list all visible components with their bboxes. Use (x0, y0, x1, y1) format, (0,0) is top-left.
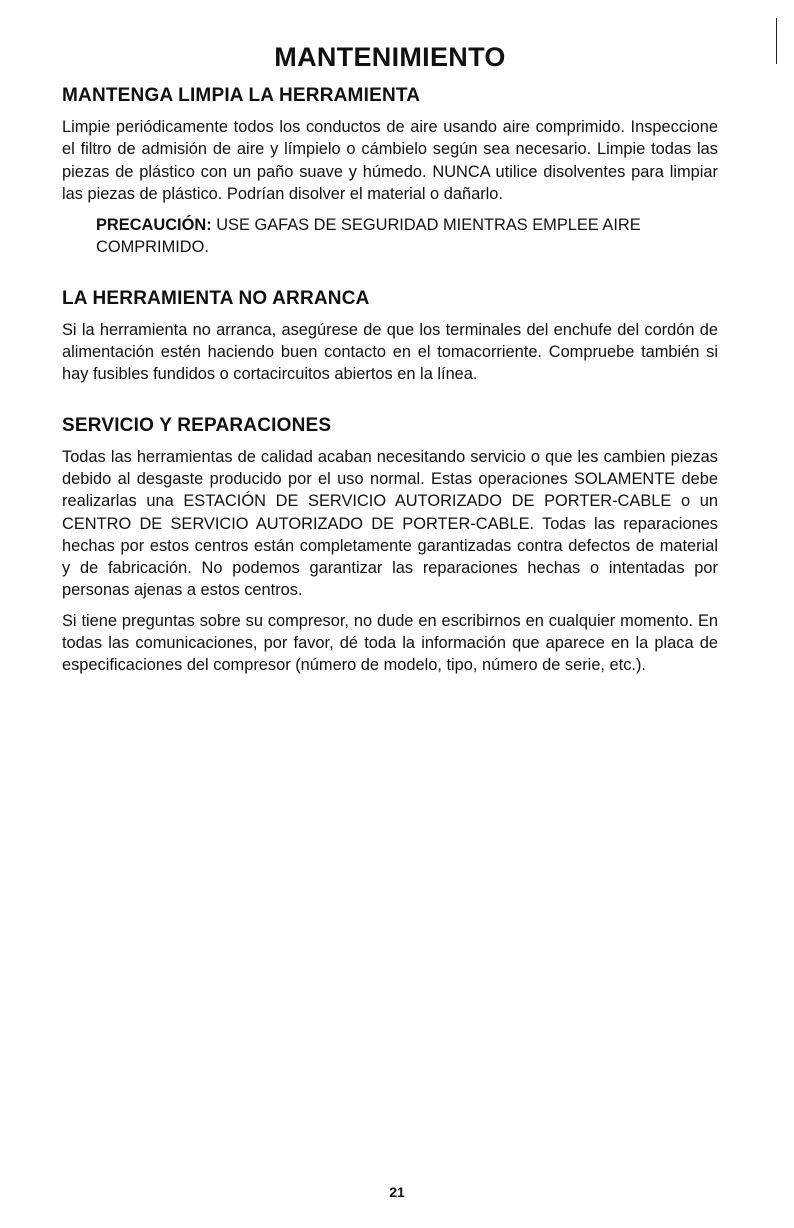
paragraph-service-repairs-1: Todas las herramientas de calidad acaban necesitando servicio o que les cambien piezas debido al desgaste producido por el uso normal. Estas operaciones SOLAMENTE debe realizarlas una ESTACIÓN DE SERVICIO AUTORIZADO DE PORTER-CABLE o un CENTRO DE SERVICIO AUTORIZADO DE PORTER-CABLE. Todas las reparaciones hechas por estos centros están completamente garantizadas contra defectos de material y de fabricación. No podemos garantizar las reparaciones hechas o intentadas por personas ajenas a estos centros. (62, 447, 718, 600)
paragraph-clean-tool: Limpie periódicamente todos los conductos de aire usando aire comprimido. Inspeccione el filtro de admisión de aire y límpielo o cámbielo según sea necesario. Limpie todas las piezas de plástico con un paño suave y húmedo. NUNCA utilice disolventes para limpiar las piezas de plástico. Podrían disolver el material o dañarlo. (62, 118, 718, 203)
section-service-repairs (62, 414, 718, 677)
section-clean-tool (62, 84, 718, 259)
caution-text: USE GAFAS DE SEGURIDAD MIENTRAS EMPLEE AIRE COMPRIMIDO. (96, 216, 641, 257)
section-tool-wont-start (62, 287, 718, 386)
section-heading-clean-tool: MANTENGA LIMPIA LA HERRAMIENTA (62, 85, 421, 106)
caution-note (96, 214, 718, 259)
section-heading-service-repairs: SERVICIO Y REPARACIONES (62, 414, 332, 436)
caution-label: PRECAUCIÓN: (96, 216, 212, 235)
section-heading-tool-wont-start: LA HERRAMIENTA NO ARRANCA (62, 287, 370, 309)
page-title: MANTENIMIENTO (274, 42, 506, 72)
document-page (62, 40, 718, 677)
paragraph-service-repairs-2: Si tiene preguntas sobre su compresor, no dude en escribirnos en cualquier momento. En todas las comunicaciones, por favor, dé toda la información que aparece en la placa de especificaciones del compresor (número de modelo, tipo, número de serie, etc.). (62, 611, 718, 675)
paragraph-tool-wont-start: Si la herramienta no arranca, asegúrese de que los terminales del enchufe del cordón de alimentación estén haciendo buen contacto en el tomacorriente. Compruebe también si hay fusibles fundidos o cortacircuitos abiertos en la línea. (62, 320, 718, 384)
margin-mark (776, 18, 777, 64)
page-number: 21 (389, 1184, 405, 1200)
